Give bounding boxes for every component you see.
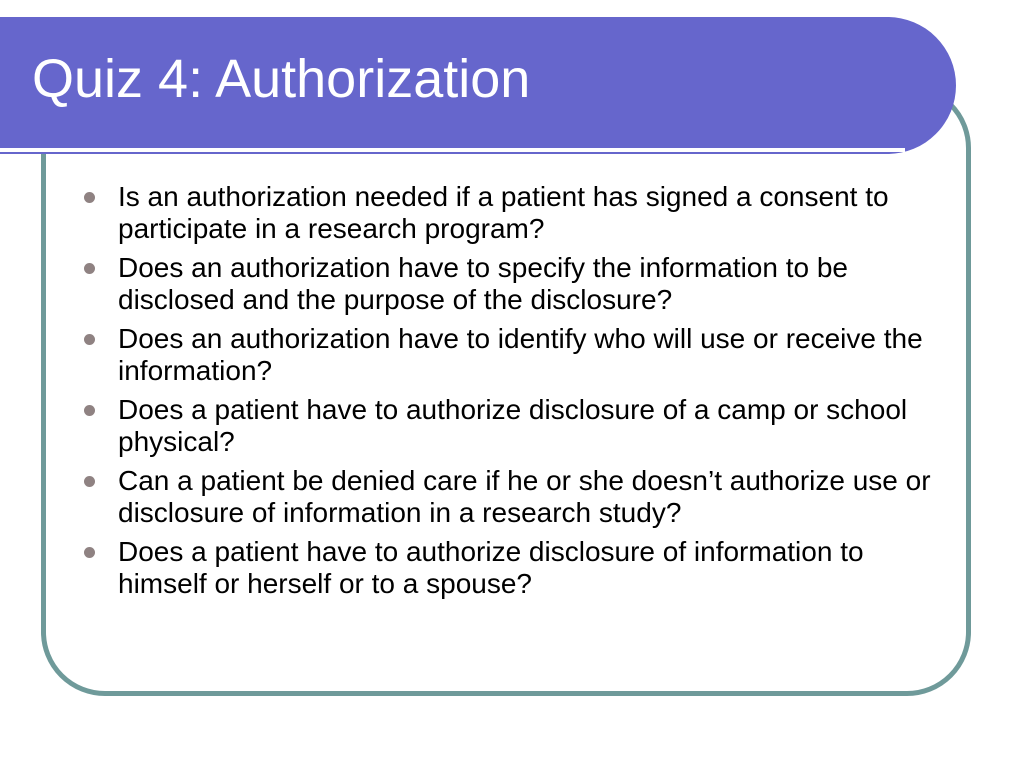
- bullet-dot-icon: [84, 476, 95, 487]
- bullet-dot-icon: [84, 547, 95, 558]
- bullet-dot-icon: [84, 192, 95, 203]
- bullet-dot-icon: [84, 405, 95, 416]
- title-underline: [0, 148, 905, 152]
- bullet-item: [80, 252, 950, 316]
- bullet-text: Does an authorization have to specify the information to be disclosed and the purpose of the disclosure?: [118, 252, 848, 315]
- bullet-text: Can a patient be denied care if he or she doesn’t authorize use or disclosure of information in a research study?: [118, 465, 931, 528]
- bullet-dot-icon: [84, 263, 95, 274]
- bullet-item: [80, 181, 950, 245]
- bullet-item: [80, 465, 950, 529]
- bullet-list: [80, 181, 950, 607]
- bullet-item: [80, 536, 950, 600]
- bullet-text: Is an authorization needed if a patient has signed a consent to participate in a research program?: [118, 181, 889, 244]
- bullet-dot-icon: [84, 334, 95, 345]
- bullet-item: [80, 323, 950, 387]
- slide-title: Quiz 4: Authorization: [32, 49, 531, 109]
- bullet-text: Does an authorization have to identify who will use or receive the information?: [118, 323, 923, 386]
- bullet-item: [80, 394, 950, 458]
- bullet-text: Does a patient have to authorize disclosure of a camp or school physical?: [118, 394, 908, 457]
- bullet-text: Does a patient have to authorize disclosure of information to himself or herself or to a spouse?: [118, 536, 864, 599]
